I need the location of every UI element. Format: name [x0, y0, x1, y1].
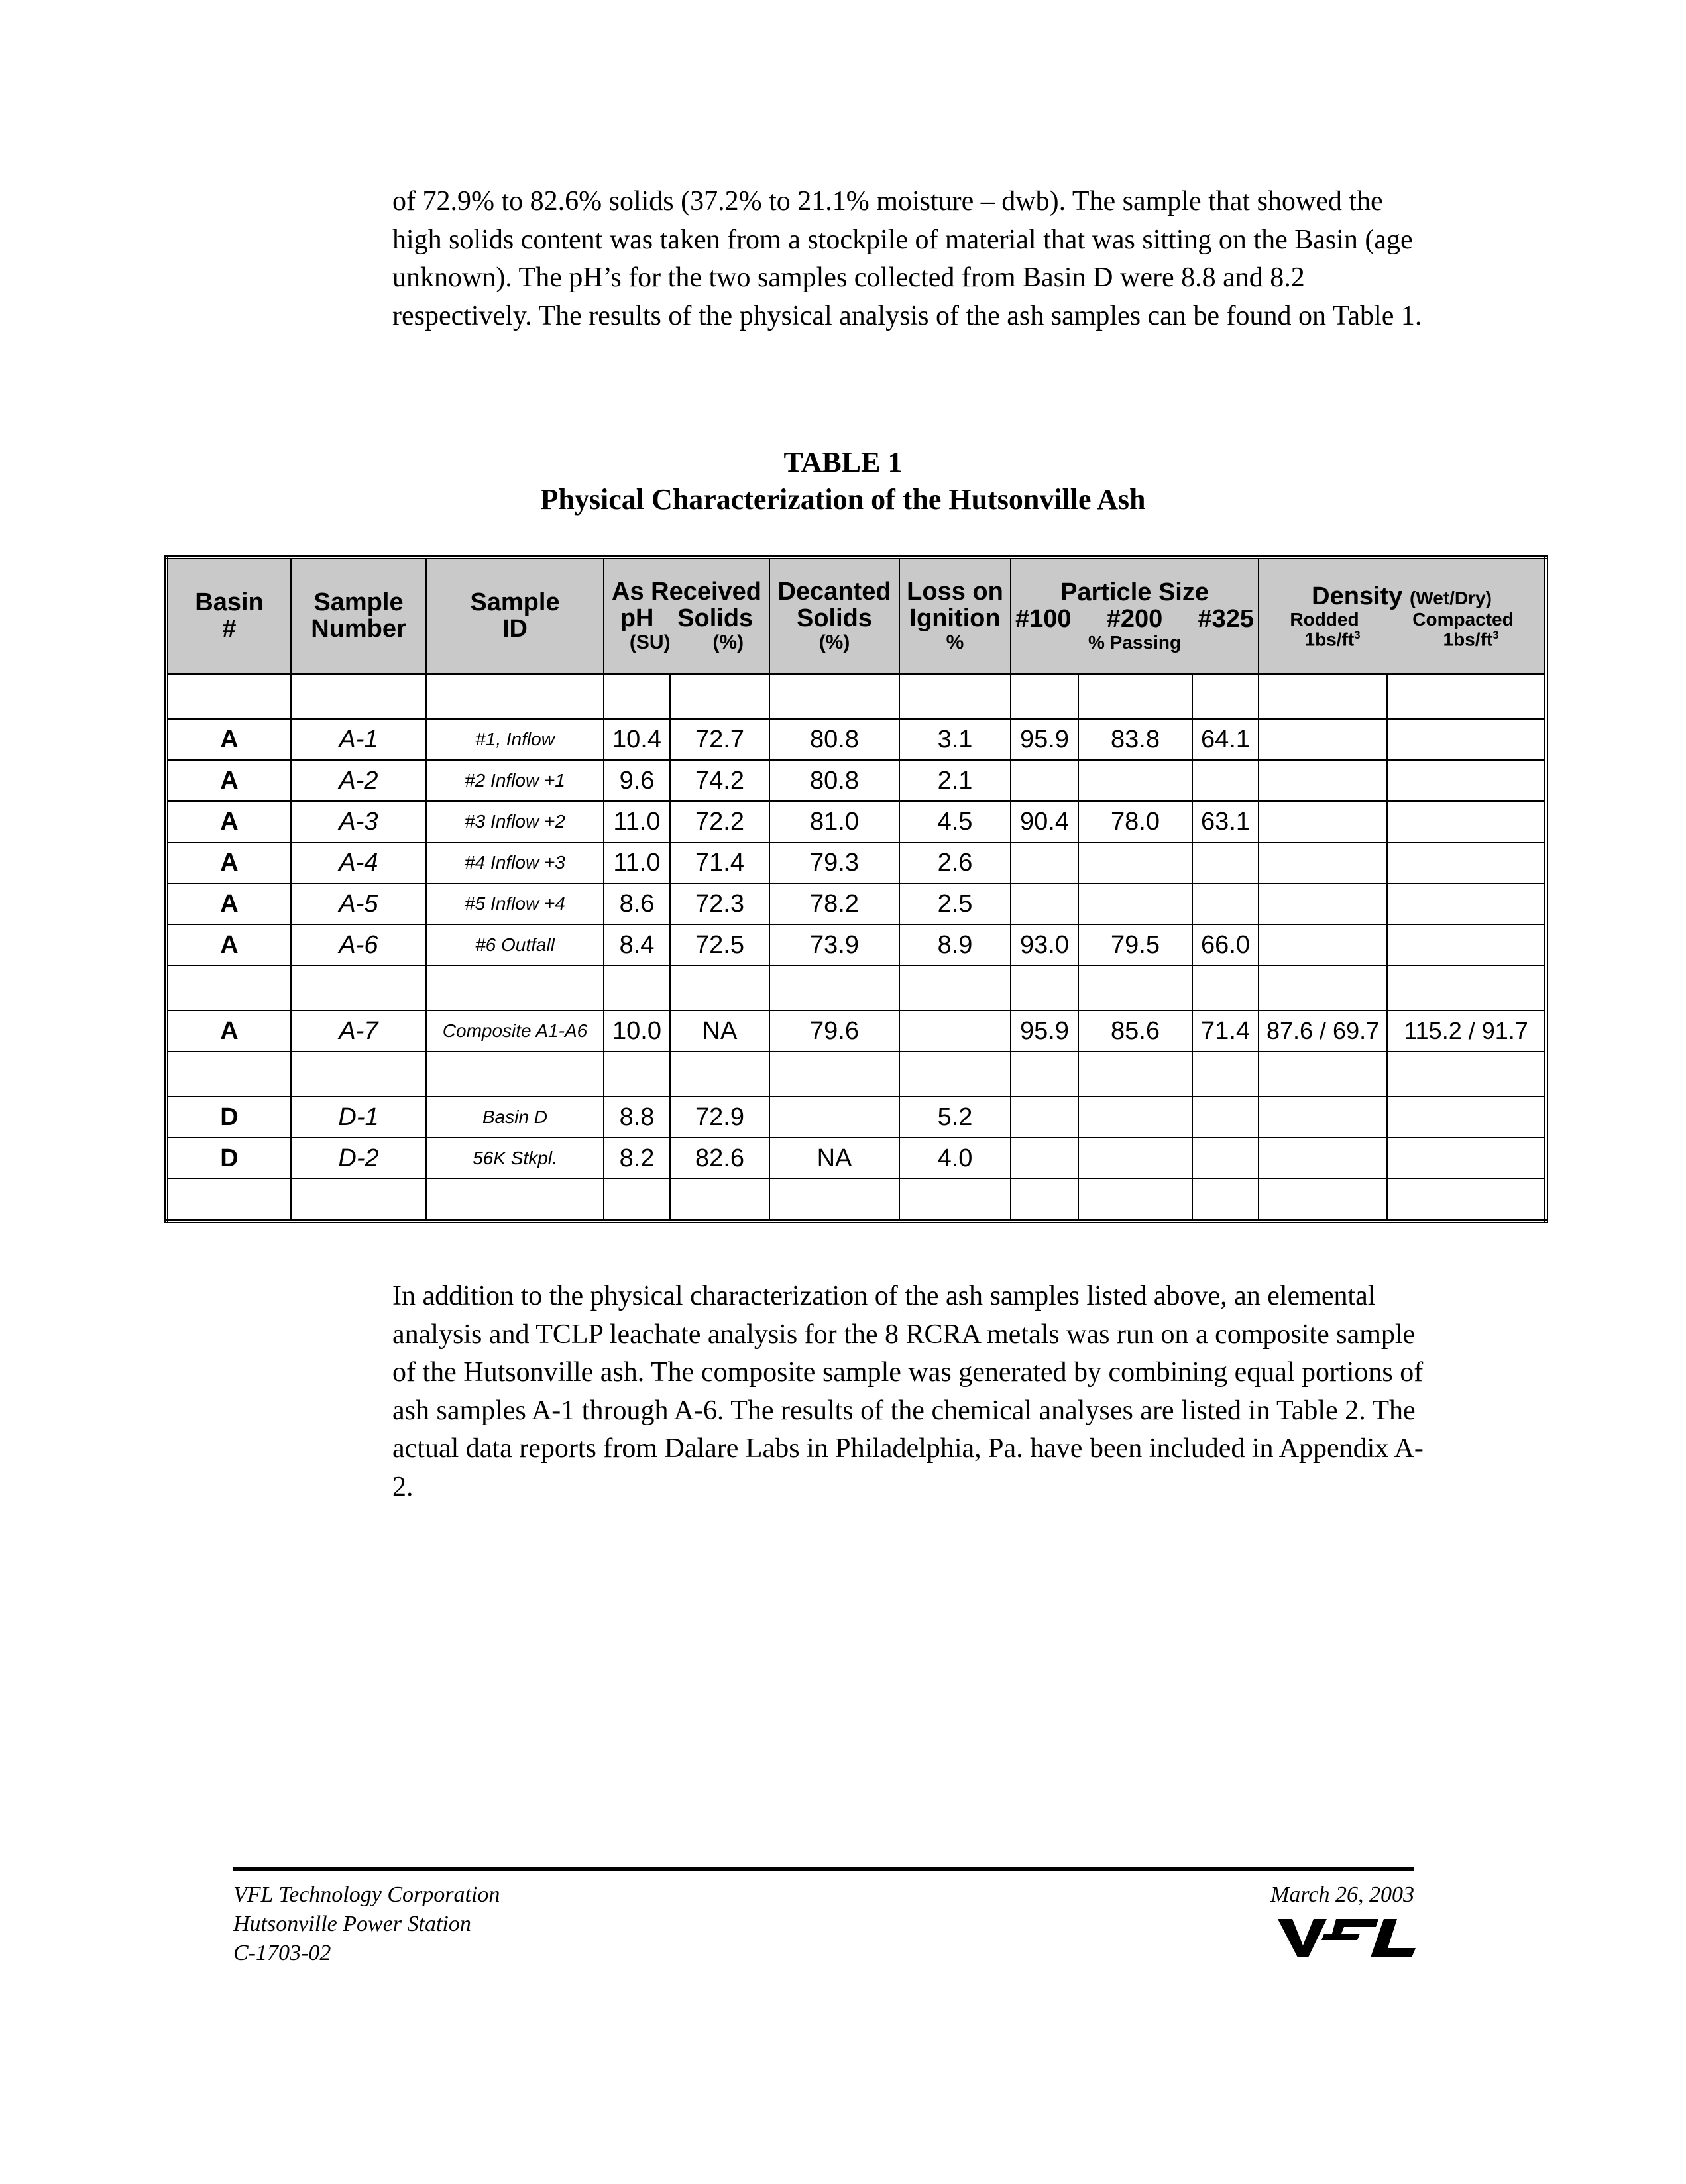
cell-p325	[1192, 1097, 1259, 1138]
cell-sample-id: #6 Outfall	[426, 924, 604, 965]
table-header	[166, 557, 1546, 674]
empty-cell	[604, 965, 670, 1010]
empty-cell	[166, 1052, 291, 1097]
cell-rodded	[1259, 924, 1387, 965]
cell-p325: 66.0	[1192, 924, 1259, 965]
empty-cell	[1078, 674, 1192, 719]
cell-p200	[1078, 883, 1192, 924]
header-sample-id: Sample ID	[426, 557, 604, 674]
cell-ph: 8.2	[604, 1138, 670, 1179]
cell-sample-number: A-7	[291, 1010, 426, 1052]
table-spacer-row	[166, 965, 1546, 1010]
empty-cell	[426, 674, 604, 719]
cell-ignition: 8.9	[899, 924, 1011, 965]
empty-cell	[1387, 1052, 1546, 1097]
cell-basin: A	[166, 719, 291, 760]
cell-p100	[1011, 1138, 1078, 1179]
cell-compacted	[1387, 1097, 1546, 1138]
cell-p100: 95.9	[1011, 1010, 1078, 1052]
empty-cell	[1011, 965, 1078, 1010]
empty-cell	[1387, 965, 1546, 1010]
table-row	[166, 760, 1546, 801]
cell-solids: 72.7	[670, 719, 769, 760]
empty-cell	[1192, 674, 1259, 719]
cell-rodded	[1259, 1097, 1387, 1138]
cell-sample-id: #5 Inflow +4	[426, 883, 604, 924]
cell-basin: A	[166, 1010, 291, 1052]
cell-p325: 64.1	[1192, 719, 1259, 760]
cell-p325	[1192, 883, 1259, 924]
empty-cell	[1078, 1052, 1192, 1097]
empty-cell	[426, 965, 604, 1010]
header-loss-on-ignition: Loss on Ignition %	[899, 557, 1011, 674]
cell-decanted	[769, 1097, 899, 1138]
empty-cell	[1078, 965, 1192, 1010]
cell-solids: 71.4	[670, 842, 769, 883]
cell-rodded: 87.6 / 69.7	[1259, 1010, 1387, 1052]
cell-rodded	[1259, 801, 1387, 842]
cell-solids: 72.3	[670, 883, 769, 924]
cell-p200: 79.5	[1078, 924, 1192, 965]
cell-p325: 71.4	[1192, 1010, 1259, 1052]
empty-cell	[426, 1052, 604, 1097]
empty-cell	[604, 1052, 670, 1097]
cell-compacted	[1387, 801, 1546, 842]
empty-cell	[670, 1052, 769, 1097]
cell-ph: 8.8	[604, 1097, 670, 1138]
cell-solids: 82.6	[670, 1138, 769, 1179]
cell-sample-id: #4 Inflow +3	[426, 842, 604, 883]
cell-basin: A	[166, 842, 291, 883]
table-body	[166, 674, 1546, 1221]
cell-ph: 11.0	[604, 842, 670, 883]
header-particle-size: Particle Size #100 #200 #325 % Passing	[1011, 557, 1259, 674]
cell-p325	[1192, 760, 1259, 801]
cell-compacted	[1387, 1138, 1546, 1179]
cell-sample-number: A-6	[291, 924, 426, 965]
cell-decanted: 79.3	[769, 842, 899, 883]
cell-decanted: 79.6	[769, 1010, 899, 1052]
footer-date: March 26, 2003	[1270, 1883, 1414, 1907]
cell-compacted	[1387, 760, 1546, 801]
physical-characterization-table	[164, 555, 1548, 1223]
cell-basin: D	[166, 1138, 291, 1179]
cell-ph: 8.4	[604, 924, 670, 965]
cell-solids: 72.2	[670, 801, 769, 842]
cell-solids: 72.9	[670, 1097, 769, 1138]
cell-ph: 10.4	[604, 719, 670, 760]
table-row	[166, 924, 1546, 965]
cell-compacted	[1387, 719, 1546, 760]
cell-p100: 93.0	[1011, 924, 1078, 965]
cell-sample-id: 56K Stkpl.	[426, 1138, 604, 1179]
cell-ignition: 3.1	[899, 719, 1011, 760]
cell-ignition: 5.2	[899, 1097, 1011, 1138]
empty-cell	[1387, 1179, 1546, 1221]
cell-ignition: 2.6	[899, 842, 1011, 883]
vfl-logo-mark	[1278, 1914, 1417, 1960]
empty-cell	[1259, 1179, 1387, 1221]
table-title: TABLE 1	[783, 446, 903, 478]
cell-ignition	[899, 1010, 1011, 1052]
cell-sample-number: A-1	[291, 719, 426, 760]
cell-sample-number: A-3	[291, 801, 426, 842]
empty-cell	[1259, 965, 1387, 1010]
header-basin: Basin #	[166, 557, 291, 674]
cell-compacted	[1387, 883, 1546, 924]
cell-p200: 83.8	[1078, 719, 1192, 760]
empty-cell	[1387, 674, 1546, 719]
footer-company: VFL Technology Corporation	[233, 1883, 500, 1907]
cell-sample-id: Basin D	[426, 1097, 604, 1138]
cell-ph: 9.6	[604, 760, 670, 801]
cell-compacted: 115.2 / 91.7	[1387, 1010, 1546, 1052]
empty-cell	[1078, 1179, 1192, 1221]
cell-decanted: 73.9	[769, 924, 899, 965]
cell-compacted	[1387, 842, 1546, 883]
cell-decanted: 78.2	[769, 883, 899, 924]
cell-p100	[1011, 760, 1078, 801]
cell-p200	[1078, 842, 1192, 883]
cell-sample-number: D-1	[291, 1097, 426, 1138]
cell-p200	[1078, 1097, 1192, 1138]
table-row	[166, 719, 1546, 760]
header-decanted-solids: Decanted Solids (%)	[769, 557, 899, 674]
cell-decanted: NA	[769, 1138, 899, 1179]
empty-cell	[769, 674, 899, 719]
table-row	[166, 1097, 1546, 1138]
header-sample-number: Sample Number	[291, 557, 426, 674]
empty-cell	[1192, 1052, 1259, 1097]
cell-solids: 74.2	[670, 760, 769, 801]
table-spacer-row	[166, 1052, 1546, 1097]
empty-cell	[670, 674, 769, 719]
cell-p100	[1011, 1097, 1078, 1138]
cell-p100: 95.9	[1011, 719, 1078, 760]
footer-info	[233, 1881, 500, 1968]
outro-paragraph: In addition to the physical characterization of the ash samples listed above, an elemental analysis and TCLP leachate analysis for the 8 RCRA metals was run on a composite sample of the Hutsonville ash. The composite sample was generated by combining equal portions of ash samples A-1 through A-6. The results of the chemical analyses are listed in Table 2. The actual data reports from Dalare Labs in Philadelphia, Pa. have been included in Appendix A-2.	[392, 1281, 1424, 1502]
cell-compacted	[1387, 924, 1546, 965]
cell-p100: 90.4	[1011, 801, 1078, 842]
empty-cell	[769, 965, 899, 1010]
footer-doc-number: C-1703-02	[233, 1941, 331, 1965]
cell-ph: 8.6	[604, 883, 670, 924]
cell-basin: A	[166, 760, 291, 801]
empty-cell	[291, 965, 426, 1010]
empty-cell	[769, 1052, 899, 1097]
empty-cell	[426, 1179, 604, 1221]
cell-p100	[1011, 842, 1078, 883]
footer-rule	[233, 1867, 1414, 1871]
cell-solids: NA	[670, 1010, 769, 1052]
cell-p325	[1192, 842, 1259, 883]
table-row	[166, 883, 1546, 924]
empty-cell	[1011, 674, 1078, 719]
cell-basin: A	[166, 883, 291, 924]
empty-cell	[670, 965, 769, 1010]
cell-p325: 63.1	[1192, 801, 1259, 842]
cell-ignition: 4.0	[899, 1138, 1011, 1179]
empty-cell	[899, 1179, 1011, 1221]
header-density: Density (Wet/Dry) Rodded Compacted $1bs/ft^3$ $1bs/ft^3$	[1259, 557, 1546, 674]
cell-sample-id: #1, Inflow	[426, 719, 604, 760]
cell-rodded	[1259, 883, 1387, 924]
cell-solids: 72.5	[670, 924, 769, 965]
table-subtitle: Physical Characterization of the Hutsonville Ash	[540, 483, 1146, 516]
cell-p325	[1192, 1138, 1259, 1179]
cell-p100	[1011, 883, 1078, 924]
empty-cell	[291, 674, 426, 719]
cell-ignition: 4.5	[899, 801, 1011, 842]
cell-p200	[1078, 760, 1192, 801]
cell-rodded	[1259, 842, 1387, 883]
empty-cell	[899, 1052, 1011, 1097]
table-row	[166, 1010, 1546, 1052]
empty-cell	[670, 1179, 769, 1221]
cell-ph: 11.0	[604, 801, 670, 842]
cell-sample-number: D-2	[291, 1138, 426, 1179]
intro-paragraph: of 72.9% to 82.6% solids (37.2% to 21.1% moisture – dwb). The sample that showed the high solids content was taken from a stockpile of material that was sitting on the Basin (age unknown). The pH’s for the two samples collected from Basin D were 8.8 and 8.2 respectively. The results of the physical analysis of the ash samples can be found on Table 1.	[392, 186, 1422, 331]
empty-cell	[291, 1179, 426, 1221]
cell-sample-number: A-5	[291, 883, 426, 924]
table-spacer-row	[166, 1179, 1546, 1221]
cell-decanted: 80.8	[769, 719, 899, 760]
empty-cell	[1011, 1179, 1078, 1221]
cell-rodded	[1259, 719, 1387, 760]
empty-cell	[1011, 1052, 1078, 1097]
cell-p200: 78.0	[1078, 801, 1192, 842]
empty-cell	[1192, 1179, 1259, 1221]
cell-rodded	[1259, 1138, 1387, 1179]
cell-rodded	[1259, 760, 1387, 801]
cell-ignition: 2.1	[899, 760, 1011, 801]
table-row	[166, 842, 1546, 883]
footer-station: Hutsonville Power Station	[233, 1912, 471, 1936]
cell-sample-number: A-4	[291, 842, 426, 883]
cell-basin: A	[166, 801, 291, 842]
cell-basin: A	[166, 924, 291, 965]
empty-cell	[291, 1052, 426, 1097]
vfl-logo	[1278, 1914, 1417, 1963]
cell-sample-id: #2 Inflow +1	[426, 760, 604, 801]
empty-cell	[1192, 965, 1259, 1010]
table-row	[166, 1138, 1546, 1179]
empty-cell	[604, 1179, 670, 1221]
cell-decanted: 81.0	[769, 801, 899, 842]
cell-ignition: 2.5	[899, 883, 1011, 924]
empty-cell	[769, 1179, 899, 1221]
empty-cell	[899, 674, 1011, 719]
cell-decanted: 80.8	[769, 760, 899, 801]
cell-p200	[1078, 1138, 1192, 1179]
cell-sample-id: Composite A1-A6	[426, 1010, 604, 1052]
cell-sample-number: A-2	[291, 760, 426, 801]
empty-cell	[166, 1179, 291, 1221]
empty-cell	[899, 965, 1011, 1010]
table-spacer-row	[166, 674, 1546, 719]
header-as-received: As Received pH Solids (SU) (%)	[604, 557, 769, 674]
empty-cell	[604, 674, 670, 719]
empty-cell	[166, 674, 291, 719]
cell-p200: 85.6	[1078, 1010, 1192, 1052]
cell-ph: 10.0	[604, 1010, 670, 1052]
empty-cell	[1259, 1052, 1387, 1097]
cell-basin: D	[166, 1097, 291, 1138]
table-row	[166, 801, 1546, 842]
cell-sample-id: #3 Inflow +2	[426, 801, 604, 842]
empty-cell	[166, 965, 291, 1010]
empty-cell	[1259, 674, 1387, 719]
